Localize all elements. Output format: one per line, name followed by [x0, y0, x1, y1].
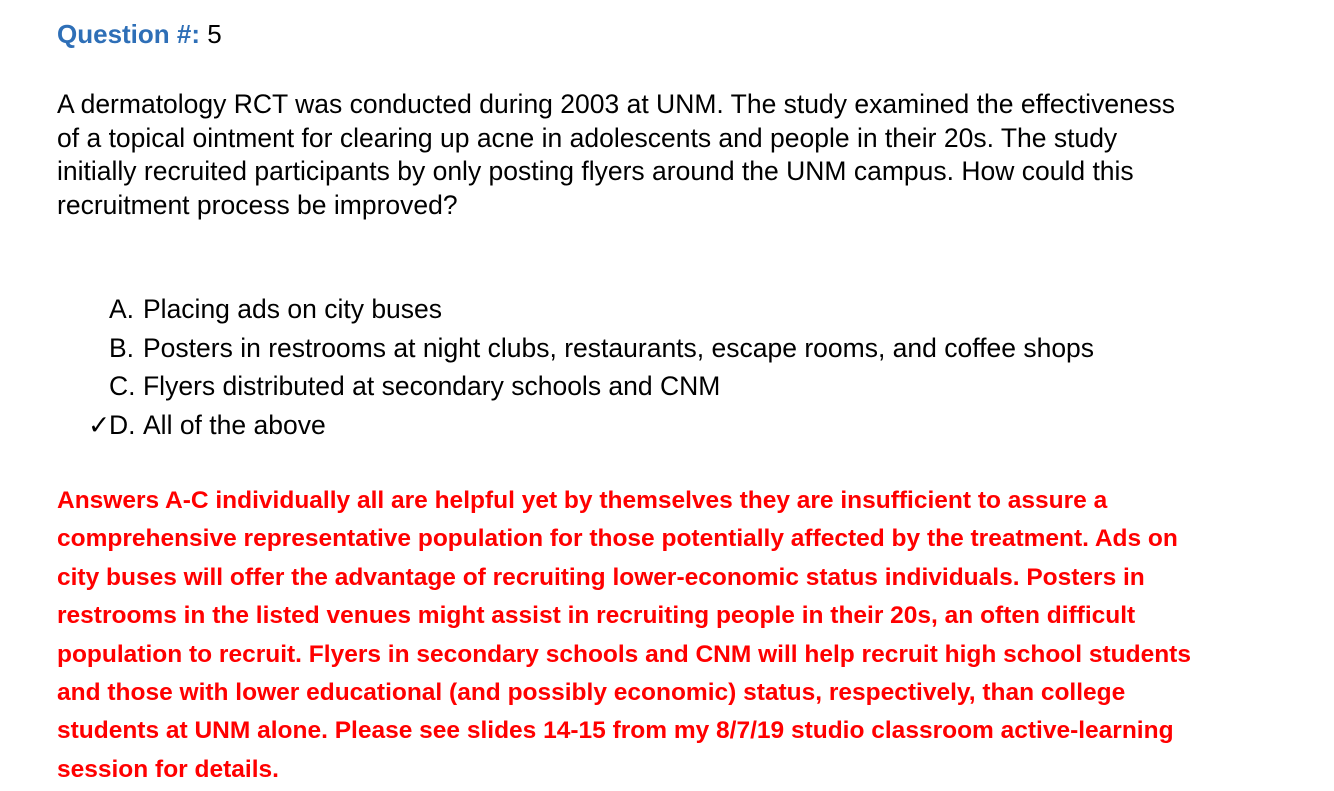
question-stem-line: of a topical ointment for clearing up acne in adolescents and people in their 20s. The study: [57, 122, 1118, 153]
question-stem-line: A dermatology RCT was conducted during 2003 at UNM. The study examined the effectiveness: [57, 89, 1176, 119]
explanation-line: comprehensive representative population for those potentially affected by the treatment. Ads on: [57, 525, 1178, 553]
answer-explanation: [57, 482, 1307, 789]
answer-option-c: [0, 367, 1334, 406]
answer-option-d: [0, 406, 1334, 445]
option-text: Placing ads on city buses: [143, 294, 443, 324]
option-text: Posters in restrooms at night clubs, restaurants, escape rooms, and coffee shops: [143, 332, 1095, 363]
option-text: All of the above: [143, 409, 326, 440]
answer-option-b: [0, 329, 1334, 368]
explanation-line: students at UNM alone. Please see slides 14-15 from my 8/7/19 studio classroom active-learning: [57, 717, 1174, 745]
explanation-line: Answers A-C individually all are helpful yet by themselves they are insufficient to assure a: [57, 487, 1108, 514]
explanation-line: population to recruit. Flyers in secondary schools and CNM will help recruit high school students: [57, 640, 1191, 668]
option-letter: A.: [109, 294, 135, 324]
explanation-line: city buses will offer the advantage of recruiting lower-economic status individuals. Posters in: [57, 563, 1145, 591]
option-letter: C.: [109, 371, 136, 401]
question-stem-line: initially recruited participants by only posting flyers around the UNM campus. How could this: [57, 156, 1134, 186]
answer-options: [0, 290, 1334, 444]
correct-checkmark-icon: ✓: [88, 409, 111, 440]
question-number: 5: [207, 19, 222, 49]
option-text: Flyers distributed at secondary schools and CNM: [143, 371, 721, 401]
question-stem: [57, 88, 1297, 222]
explanation-line: and those with lower educational (and possibly economic) status, respectively, than college: [57, 679, 1126, 707]
question-label: Question #:: [57, 19, 201, 49]
option-letter: B.: [109, 332, 135, 363]
explanation-line: session for details.: [57, 755, 279, 783]
answer-option-a: [0, 290, 1334, 329]
question-stem-line: recruitment process be improved?: [57, 189, 458, 220]
explanation-line: restrooms in the listed venues might assist in recruiting people in their 20s, an often difficult: [57, 602, 1136, 630]
option-letter: D.: [109, 409, 136, 440]
question-header: [57, 19, 222, 49]
